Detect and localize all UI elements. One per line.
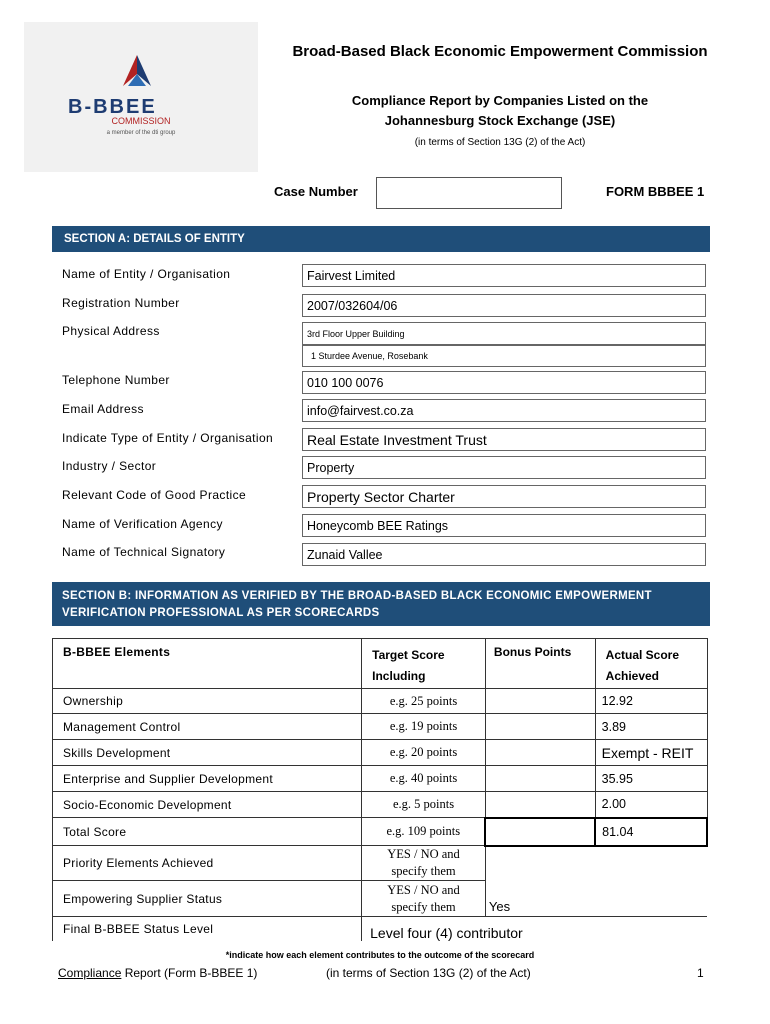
row-bonus[interactable] — [485, 689, 595, 714]
physical-address-line-2[interactable]: 1 Sturdee Avenue, Rosebank — [302, 345, 706, 367]
verification-agency-label: Name of Verification Agency — [62, 517, 223, 531]
row-element: Skills Development — [53, 740, 362, 766]
section-a-heading: SECTION A: DETAILS OF ENTITY — [52, 226, 710, 252]
section-b-heading-line-2: VERIFICATION PROFESSIONAL AS PER SCORECARDS — [62, 607, 380, 619]
row-bonus[interactable] — [485, 714, 595, 740]
document-subtitle — [262, 91, 738, 131]
footer-left-rest: Report (Form B-BBEE 1) — [121, 966, 258, 980]
form-label: FORM BBBEE 1 — [606, 184, 705, 199]
row-element: Socio-Economic Development — [53, 792, 362, 818]
entity-type-label: Indicate Type of Entity / Organisation — [62, 431, 274, 445]
footer-left — [58, 966, 257, 980]
final-status-value[interactable]: Level four (4) contributor — [362, 917, 707, 941]
table-row — [53, 740, 708, 766]
row-element: Enterprise and Supplier Development — [53, 766, 362, 792]
technical-signatory-field[interactable]: Zunaid Vallee — [302, 543, 706, 566]
telephone-field[interactable]: 010 100 0076 — [302, 371, 706, 394]
priority-target-line-2: specify them — [391, 864, 456, 878]
row-target: e.g. 19 points — [362, 714, 486, 740]
verification-agency-field[interactable]: Honeycomb BEE Ratings — [302, 514, 706, 537]
empowering-supplier-value[interactable]: Yes — [485, 881, 707, 917]
entity-type-field[interactable]: Real Estate Investment Trust — [302, 428, 706, 451]
row-bonus[interactable] — [485, 766, 595, 792]
physical-address-line-1[interactable]: 3rd Floor Upper Building — [302, 322, 706, 345]
empowering-target-line-2: specify them — [391, 899, 456, 914]
priority-target-line-1: YES / NO and — [387, 847, 460, 861]
header-actual-line-1: Actual Score — [605, 648, 680, 662]
row-element: Ownership — [53, 689, 362, 714]
total-bonus-field[interactable] — [485, 818, 595, 846]
empowering-supplier-target — [362, 881, 486, 917]
section-b-heading-line-1: SECTION B: INFORMATION AS VERIFIED BY THE BROAD-BASED BLACK ECONOMIC EMPOWERMENT — [62, 590, 652, 602]
empowering-supplier-label: Empowering Supplier Status — [53, 881, 362, 917]
scorecard-table — [52, 638, 708, 941]
row-actual[interactable]: 35.95 — [595, 766, 707, 792]
email-field[interactable]: info@fairvest.co.za — [302, 399, 706, 422]
total-score-row — [53, 818, 708, 846]
terms-note: (in terms of Section 13G (2) of the Act) — [414, 137, 586, 148]
footer-left-underlined: Compliance — [58, 966, 122, 980]
registration-number-field[interactable]: 2007/032604/06 — [302, 294, 706, 317]
entity-name-label: Name of Entity / Organisation — [62, 267, 231, 281]
row-actual[interactable]: 12.92 — [595, 689, 707, 714]
section-b-heading — [52, 582, 710, 626]
case-number-label: Case Number — [274, 184, 358, 199]
total-actual-field[interactable]: 81.04 — [595, 818, 707, 846]
priority-elements-row — [53, 846, 708, 881]
logo-subtext: COMMISSION — [111, 116, 171, 126]
technical-signatory-label: Name of Technical Signatory — [62, 545, 226, 559]
case-number-field[interactable] — [376, 177, 562, 209]
subtitle-line-2: Johannesburg Stock Exchange (JSE) — [384, 113, 616, 128]
table-row — [53, 714, 708, 740]
row-bonus[interactable] — [485, 740, 595, 766]
industry-label: Industry / Sector — [62, 459, 157, 473]
row-element: Management Control — [53, 714, 362, 740]
header-actual-line-2: Achieved — [605, 669, 660, 683]
bbbee-logo — [24, 22, 258, 172]
page-number: 1 — [697, 966, 704, 980]
priority-elements-value[interactable] — [485, 846, 707, 881]
entity-name-field[interactable]: Fairvest Limited — [302, 264, 706, 287]
registration-number-label: Registration Number — [62, 296, 180, 310]
code-of-practice-field[interactable]: Property Sector Charter — [302, 485, 706, 508]
email-label: Email Address — [62, 402, 144, 416]
header-target-score — [362, 639, 486, 689]
row-target: e.g. 20 points — [362, 740, 486, 766]
row-element: Total Score — [53, 818, 362, 846]
header-actual-score — [595, 639, 707, 689]
row-target: e.g. 5 points — [362, 792, 486, 818]
telephone-label: Telephone Number — [62, 373, 170, 387]
header-elements: B-BBEE Elements — [53, 639, 362, 689]
footer-middle: (in terms of Section 13G (2) of the Act) — [326, 966, 531, 980]
row-actual[interactable]: Exempt - REIT — [595, 740, 707, 766]
subtitle-line-1: Compliance Report by Companies Listed on the — [351, 93, 649, 108]
row-target: e.g. 40 points — [362, 766, 486, 792]
final-status-label: Final B-BBEE Status Level — [53, 917, 362, 941]
header-target-line-2: Including — [372, 669, 426, 683]
footnote: *indicate how each element contributes to the outcome of the scorecard — [225, 950, 535, 960]
table-row — [53, 766, 708, 792]
row-target: e.g. 25 points — [362, 689, 486, 714]
row-target: e.g. 109 points — [362, 818, 486, 846]
industry-field[interactable]: Property — [302, 456, 706, 479]
header-bonus-points: Bonus Points — [485, 639, 595, 689]
code-of-practice-label: Relevant Code of Good Practice — [62, 488, 247, 502]
row-actual[interactable]: 2.00 — [595, 792, 707, 818]
logo-tagline: a member of the dti group — [106, 130, 176, 136]
empowering-target-line-1: YES / NO and — [387, 882, 460, 897]
physical-address-label: Physical Address — [62, 324, 160, 338]
table-row — [53, 689, 708, 714]
document-title: Broad-Based Black Economic Empowerment Commission — [292, 43, 708, 60]
priority-elements-label: Priority Elements Achieved — [53, 846, 362, 881]
table-header-row — [53, 639, 708, 689]
table-row — [53, 792, 708, 818]
final-status-row — [53, 917, 708, 941]
row-bonus[interactable] — [485, 792, 595, 818]
logo-text: B-BBEE — [68, 96, 157, 118]
empowering-supplier-row — [53, 881, 708, 917]
row-actual[interactable]: 3.89 — [595, 714, 707, 740]
priority-elements-target — [362, 846, 486, 881]
header-target-line-1: Target Score — [372, 648, 445, 662]
